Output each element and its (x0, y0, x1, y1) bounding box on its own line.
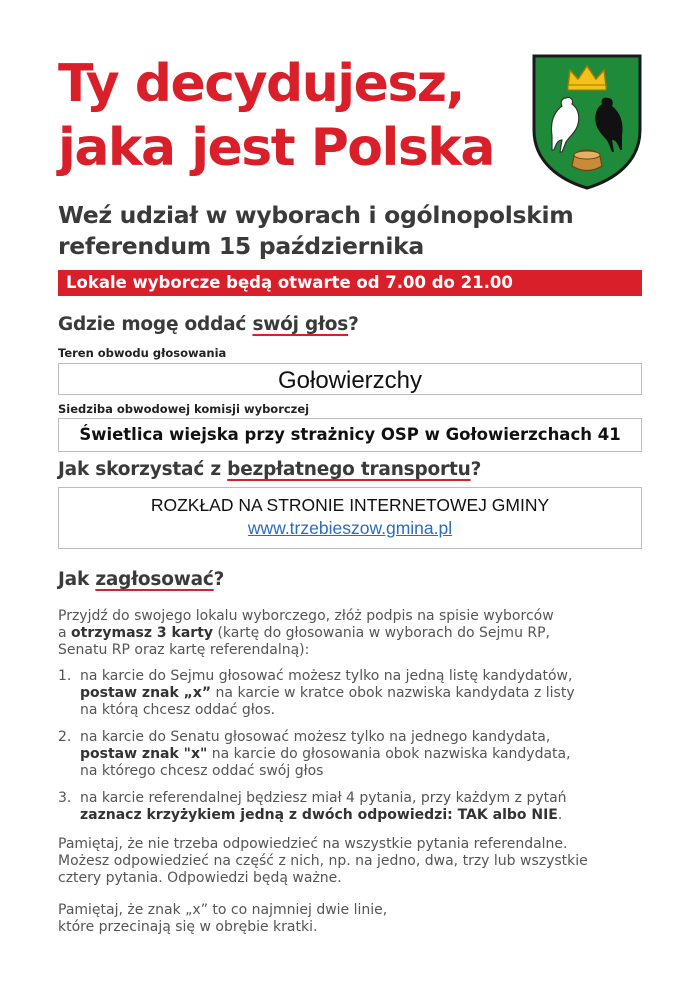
step-text-cont: na karcie do głosowania obok nazwiska kandydata, (207, 746, 571, 762)
transport-schedule-text: ROZKŁAD NA STRONIE INTERNETOWEJ GMINY (150, 495, 550, 515)
intro-line1: Przyjdź do swojego lokalu wyborczego, złóż podpis na spisie wyborców (58, 608, 554, 624)
step-text: na którego chcesz oddać swój głos (80, 763, 324, 779)
transport-heading (58, 459, 481, 480)
where-heading-text: Gdzie mogę oddać (58, 314, 253, 335)
list-item (58, 668, 658, 719)
step-text: na karcie referendalnej będziesz miał 4 pytania, przy każdym z pytań (80, 790, 567, 806)
note1-line3: cztery pytania. Odpowiedzi będą ważne. (58, 870, 342, 886)
step-text: na karcie do Senatu głosować możesz tylko na jednego kandydata, (80, 729, 551, 745)
step-text (80, 685, 658, 702)
step-text (80, 807, 658, 824)
how-heading-underlined: zagłosować (95, 569, 214, 590)
subtitle (58, 200, 658, 262)
where-heading-underlined: swój głos (252, 314, 349, 335)
note2-line1: Pamiętaj, że znak „x” to co najmniej dwie linie, (58, 902, 388, 918)
list-item (58, 729, 658, 780)
note-x-mark (58, 902, 658, 936)
commission-label: Siedziba obwodowej komisji wyborczej (58, 402, 310, 416)
municipal-coat-of-arms-icon (530, 52, 644, 192)
intro-line2 (58, 625, 658, 642)
step-text: na którą chcesz oddać głos. (80, 702, 276, 718)
voting-area-label: Teren obwodu głosowania (58, 346, 227, 360)
step-text-cont: na karcie w kratce obok nazwiska kandydata z listy (211, 685, 575, 701)
step-bold: zaznacz krzyżykiem jedną z dwóch odpowiedzi: TAK albo NIE (80, 807, 558, 823)
note1-line2: Możesz odpowiedzieć na część z nich, np. na jedno, dwa, trzy lub wszystkie (58, 853, 588, 869)
transport-heading-underlined: bezpłatnego transportu (227, 459, 471, 480)
note-referendum (58, 836, 658, 887)
step-number: 1. (58, 668, 72, 684)
subtitle-line1: Weź udział w wyborach i ogólnopolskim (58, 201, 574, 229)
intro-line3: Senatu RP oraz kartę referendalną): (58, 642, 310, 658)
how-to-vote-intro (58, 608, 658, 659)
how-heading-mark: ? (213, 569, 225, 590)
note1-line1: Pamiętaj, że nie trzeba odpowiedzieć na wszystkie pytania referendalne. (58, 836, 568, 852)
list-item (58, 790, 658, 824)
intro-line2-c: (kartę do głosowania w wyborach do Sejmu RP, (213, 625, 551, 641)
main-title-line1: Ty decydujesz, (58, 54, 464, 114)
subtitle-line2: referendum 15 października (58, 232, 424, 260)
voting-area-value: Gołowierzchy (58, 363, 642, 395)
step-text (80, 746, 658, 763)
opening-hours-banner: Lokale wyborcze będą otwarte od 7.00 do 21.00 (58, 270, 642, 296)
transport-heading-mark: ? (470, 459, 482, 480)
where-to-vote-heading (58, 314, 359, 335)
step-text: na karcie do Sejmu głosować możesz tylko na jedną listę kandydatów, (80, 668, 573, 684)
intro-line2-bold: otrzymasz 3 karty (71, 625, 214, 641)
voting-steps (58, 668, 658, 834)
where-heading-mark: ? (348, 314, 359, 335)
how-heading-text: Jak (58, 569, 96, 590)
step-number: 2. (58, 729, 72, 745)
transport-heading-text: Jak skorzystać z (58, 459, 228, 480)
main-title (58, 52, 528, 180)
voting-steps-list (58, 668, 658, 824)
how-to-vote-heading (58, 569, 224, 590)
step-bold: postaw znak "x" (80, 746, 208, 762)
note2-line2: które przecinają się w obrębie kratki. (58, 919, 318, 935)
main-title-line2: jaka jest Polska (58, 118, 494, 178)
step-number: 3. (58, 790, 72, 806)
intro-line2-a: a (58, 625, 72, 641)
municipality-website-link[interactable]: www.trzebieszow.gmina.pl (247, 518, 453, 538)
step-text-cont: . (557, 807, 563, 823)
commission-value: Świetlica wiejska przy strażnicy OSP w Gołowierzchach 41 (58, 418, 642, 452)
transport-info-box (58, 487, 642, 549)
step-bold: postaw znak „x” (80, 685, 212, 701)
